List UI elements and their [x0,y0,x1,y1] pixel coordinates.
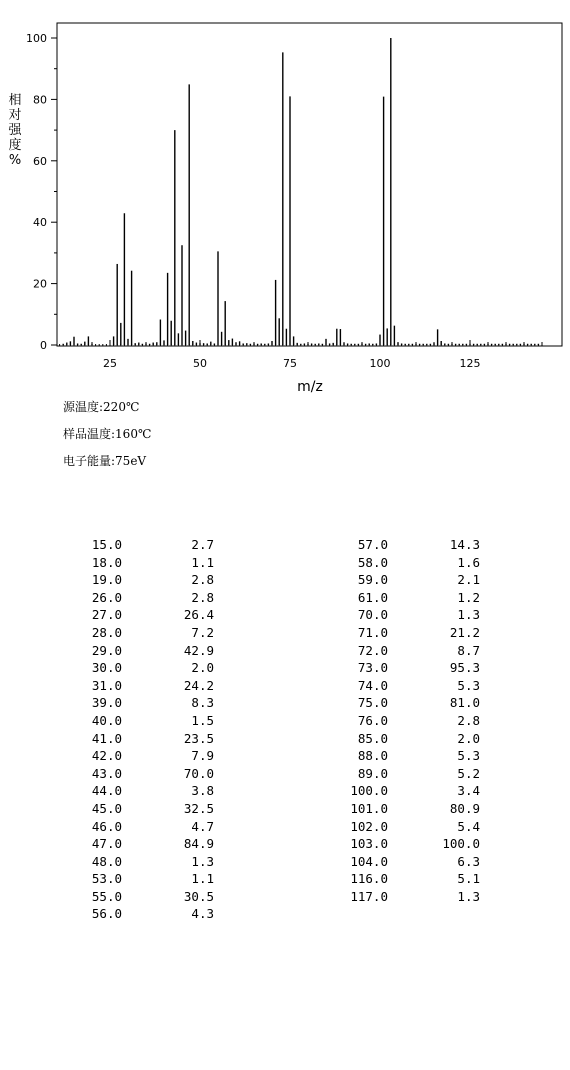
table-row [84,800,214,818]
intensity-value: 2.8 [457,712,480,728]
mz-value: 41.0 [91,730,122,746]
x-axis-label: m/z [297,379,323,395]
intensity-value: 2.0 [457,730,480,746]
condition-electron-energy [63,452,146,469]
table-row [84,606,214,624]
y-tick-label: 20 [33,277,47,291]
peak-table-left [84,536,214,923]
mz-value: 19.0 [91,572,122,588]
table-row [350,571,480,589]
table-row [350,853,480,871]
table-row [350,536,480,554]
intensity-value: 5.1 [457,871,480,887]
mz-value: 70.0 [357,607,388,623]
y-label-char: 强 [8,123,22,138]
mz-value: 27.0 [91,607,122,623]
table-row [84,765,214,783]
mz-value: 31.0 [91,677,122,693]
intensity-value: 26.4 [183,607,214,623]
mz-value: 89.0 [357,765,388,781]
intensity-value: 1.1 [191,554,214,570]
y-tick-label: 100 [26,32,47,45]
mz-value: 76.0 [357,712,388,728]
plot-frame [57,23,562,346]
table-row [84,659,214,677]
mz-value: 45.0 [91,800,122,816]
mz-value: 101.0 [350,800,388,816]
mass-spectrum-chart [0,0,570,400]
condition-source-temp [63,398,139,415]
mz-value: 56.0 [91,906,122,922]
table-row [350,730,480,748]
table-row [84,571,214,589]
intensity-value: 4.7 [191,818,214,834]
table-row [350,624,480,642]
table-row [350,765,480,783]
table-row [84,747,214,765]
x-tick-label: 100 [369,357,391,370]
intensity-value: 5.2 [457,765,480,781]
table-row [84,853,214,871]
mz-value: 116.0 [350,871,388,887]
condition-label: 样品温度: [63,427,116,441]
table-row [84,694,214,712]
condition-value: 75eV [115,454,147,468]
table-row [84,712,214,730]
mz-value: 61.0 [357,589,388,605]
intensity-value: 5.4 [457,818,480,834]
mz-value: 59.0 [357,572,388,588]
intensity-value: 81.0 [449,695,480,711]
peak-bars [63,38,538,345]
table-row [84,589,214,607]
y-label-char: 相 [8,93,22,108]
intensity-value: 95.3 [449,660,480,676]
mz-value: 29.0 [91,642,122,658]
intensity-value: 70.0 [183,765,214,781]
intensity-value: 6.3 [457,853,480,869]
intensity-value: 1.1 [191,871,214,887]
table-row [350,888,480,906]
mz-value: 46.0 [91,818,122,834]
mz-value: 40.0 [91,712,122,728]
y-label-char: 度 [8,138,22,153]
table-row [350,606,480,624]
mz-value: 39.0 [91,695,122,711]
mz-value: 42.0 [91,748,122,764]
table-row [84,835,214,853]
mz-value: 44.0 [91,783,122,799]
table-row [350,800,480,818]
intensity-value: 23.5 [183,730,214,746]
intensity-value: 7.9 [191,748,214,764]
intensity-value: 3.4 [457,783,480,799]
condition-value: 220℃ [103,400,140,414]
table-row [350,818,480,836]
y-label-char: % [8,153,22,168]
intensity-value: 3.8 [191,783,214,799]
table-row [350,782,480,800]
intensity-value: 1.3 [457,607,480,623]
intensity-value: 2.1 [457,572,480,588]
y-tick-label: 0 [40,339,47,352]
intensity-value: 2.8 [191,572,214,588]
mz-value: 57.0 [357,537,388,552]
intensity-value: 8.7 [457,642,480,658]
condition-label: 电子能量: [63,454,116,468]
y-axis-label [8,92,22,168]
intensity-value: 4.3 [191,906,214,922]
table-row [350,747,480,765]
table-row [84,782,214,800]
mz-value: 74.0 [357,677,388,693]
x-tick-label: 125 [459,357,481,370]
table-row [84,870,214,888]
y-tick-label: 40 [33,216,47,230]
table-row [350,712,480,730]
mz-value: 58.0 [357,554,388,570]
mz-value: 71.0 [357,624,388,640]
mz-value: 26.0 [91,589,122,605]
mz-value: 18.0 [91,554,122,570]
table-row [350,642,480,660]
y-axis [26,32,57,352]
condition-value: 160℃ [115,427,152,441]
mz-value: 88.0 [357,748,388,764]
table-row [350,677,480,695]
mz-value: 47.0 [91,836,122,852]
intensity-value: 80.9 [449,800,480,816]
intensity-value: 1.2 [457,589,480,605]
mz-value: 85.0 [357,730,388,746]
intensity-value: 100.0 [442,836,480,852]
table-row [350,870,480,888]
peak-table-right [350,536,480,905]
intensity-value: 1.3 [191,853,214,869]
intensity-value: 1.3 [457,888,480,904]
intensity-value: 14.3 [449,537,480,552]
condition-sample-temp [63,425,151,442]
mz-value: 55.0 [91,888,122,904]
mz-value: 48.0 [91,853,122,869]
intensity-value: 8.3 [191,695,214,711]
mz-value: 43.0 [91,765,122,781]
table-row [84,730,214,748]
x-tick-label: 50 [193,357,207,370]
table-row [350,554,480,572]
intensity-value: 2.8 [191,589,214,605]
intensity-value: 2.0 [191,660,214,676]
intensity-value: 2.7 [191,537,214,552]
mz-value: 103.0 [350,836,388,852]
y-tick-label: 60 [33,154,47,168]
mz-value: 30.0 [91,660,122,676]
mz-value: 117.0 [350,888,388,904]
table-row [84,624,214,642]
table-row [84,642,214,660]
intensity-value: 5.3 [457,677,480,693]
intensity-value: 1.5 [191,712,214,728]
mz-value: 15.0 [91,537,122,552]
condition-label: 源温度: [63,400,104,414]
mz-value: 100.0 [350,783,388,799]
intensity-value: 5.3 [457,748,480,764]
table-row [84,818,214,836]
intensity-value: 84.9 [183,836,214,852]
intensity-value: 42.9 [183,642,214,658]
x-tick-label: 25 [103,357,117,370]
intensity-value: 30.5 [183,888,214,904]
table-row [84,677,214,695]
y-tick-label: 80 [33,93,47,107]
table-row [84,905,214,923]
intensity-value: 32.5 [183,800,214,816]
table-row [350,694,480,712]
table-row [350,589,480,607]
table-row [350,659,480,677]
mz-value: 104.0 [350,853,388,869]
intensity-value: 21.2 [449,624,480,640]
table-row [84,554,214,572]
mz-value: 72.0 [357,642,388,658]
intensity-value: 7.2 [191,624,214,640]
mz-value: 75.0 [357,695,388,711]
y-label-char: 对 [8,108,22,123]
intensity-value: 1.6 [457,554,480,570]
mz-value: 53.0 [91,871,122,887]
table-row [350,835,480,853]
mz-value: 73.0 [357,660,388,676]
mz-value: 28.0 [91,624,122,640]
table-row [84,536,214,554]
x-tick-label: 75 [283,357,297,370]
table-row [84,888,214,906]
intensity-value: 24.2 [183,677,214,693]
mz-value: 102.0 [350,818,388,834]
